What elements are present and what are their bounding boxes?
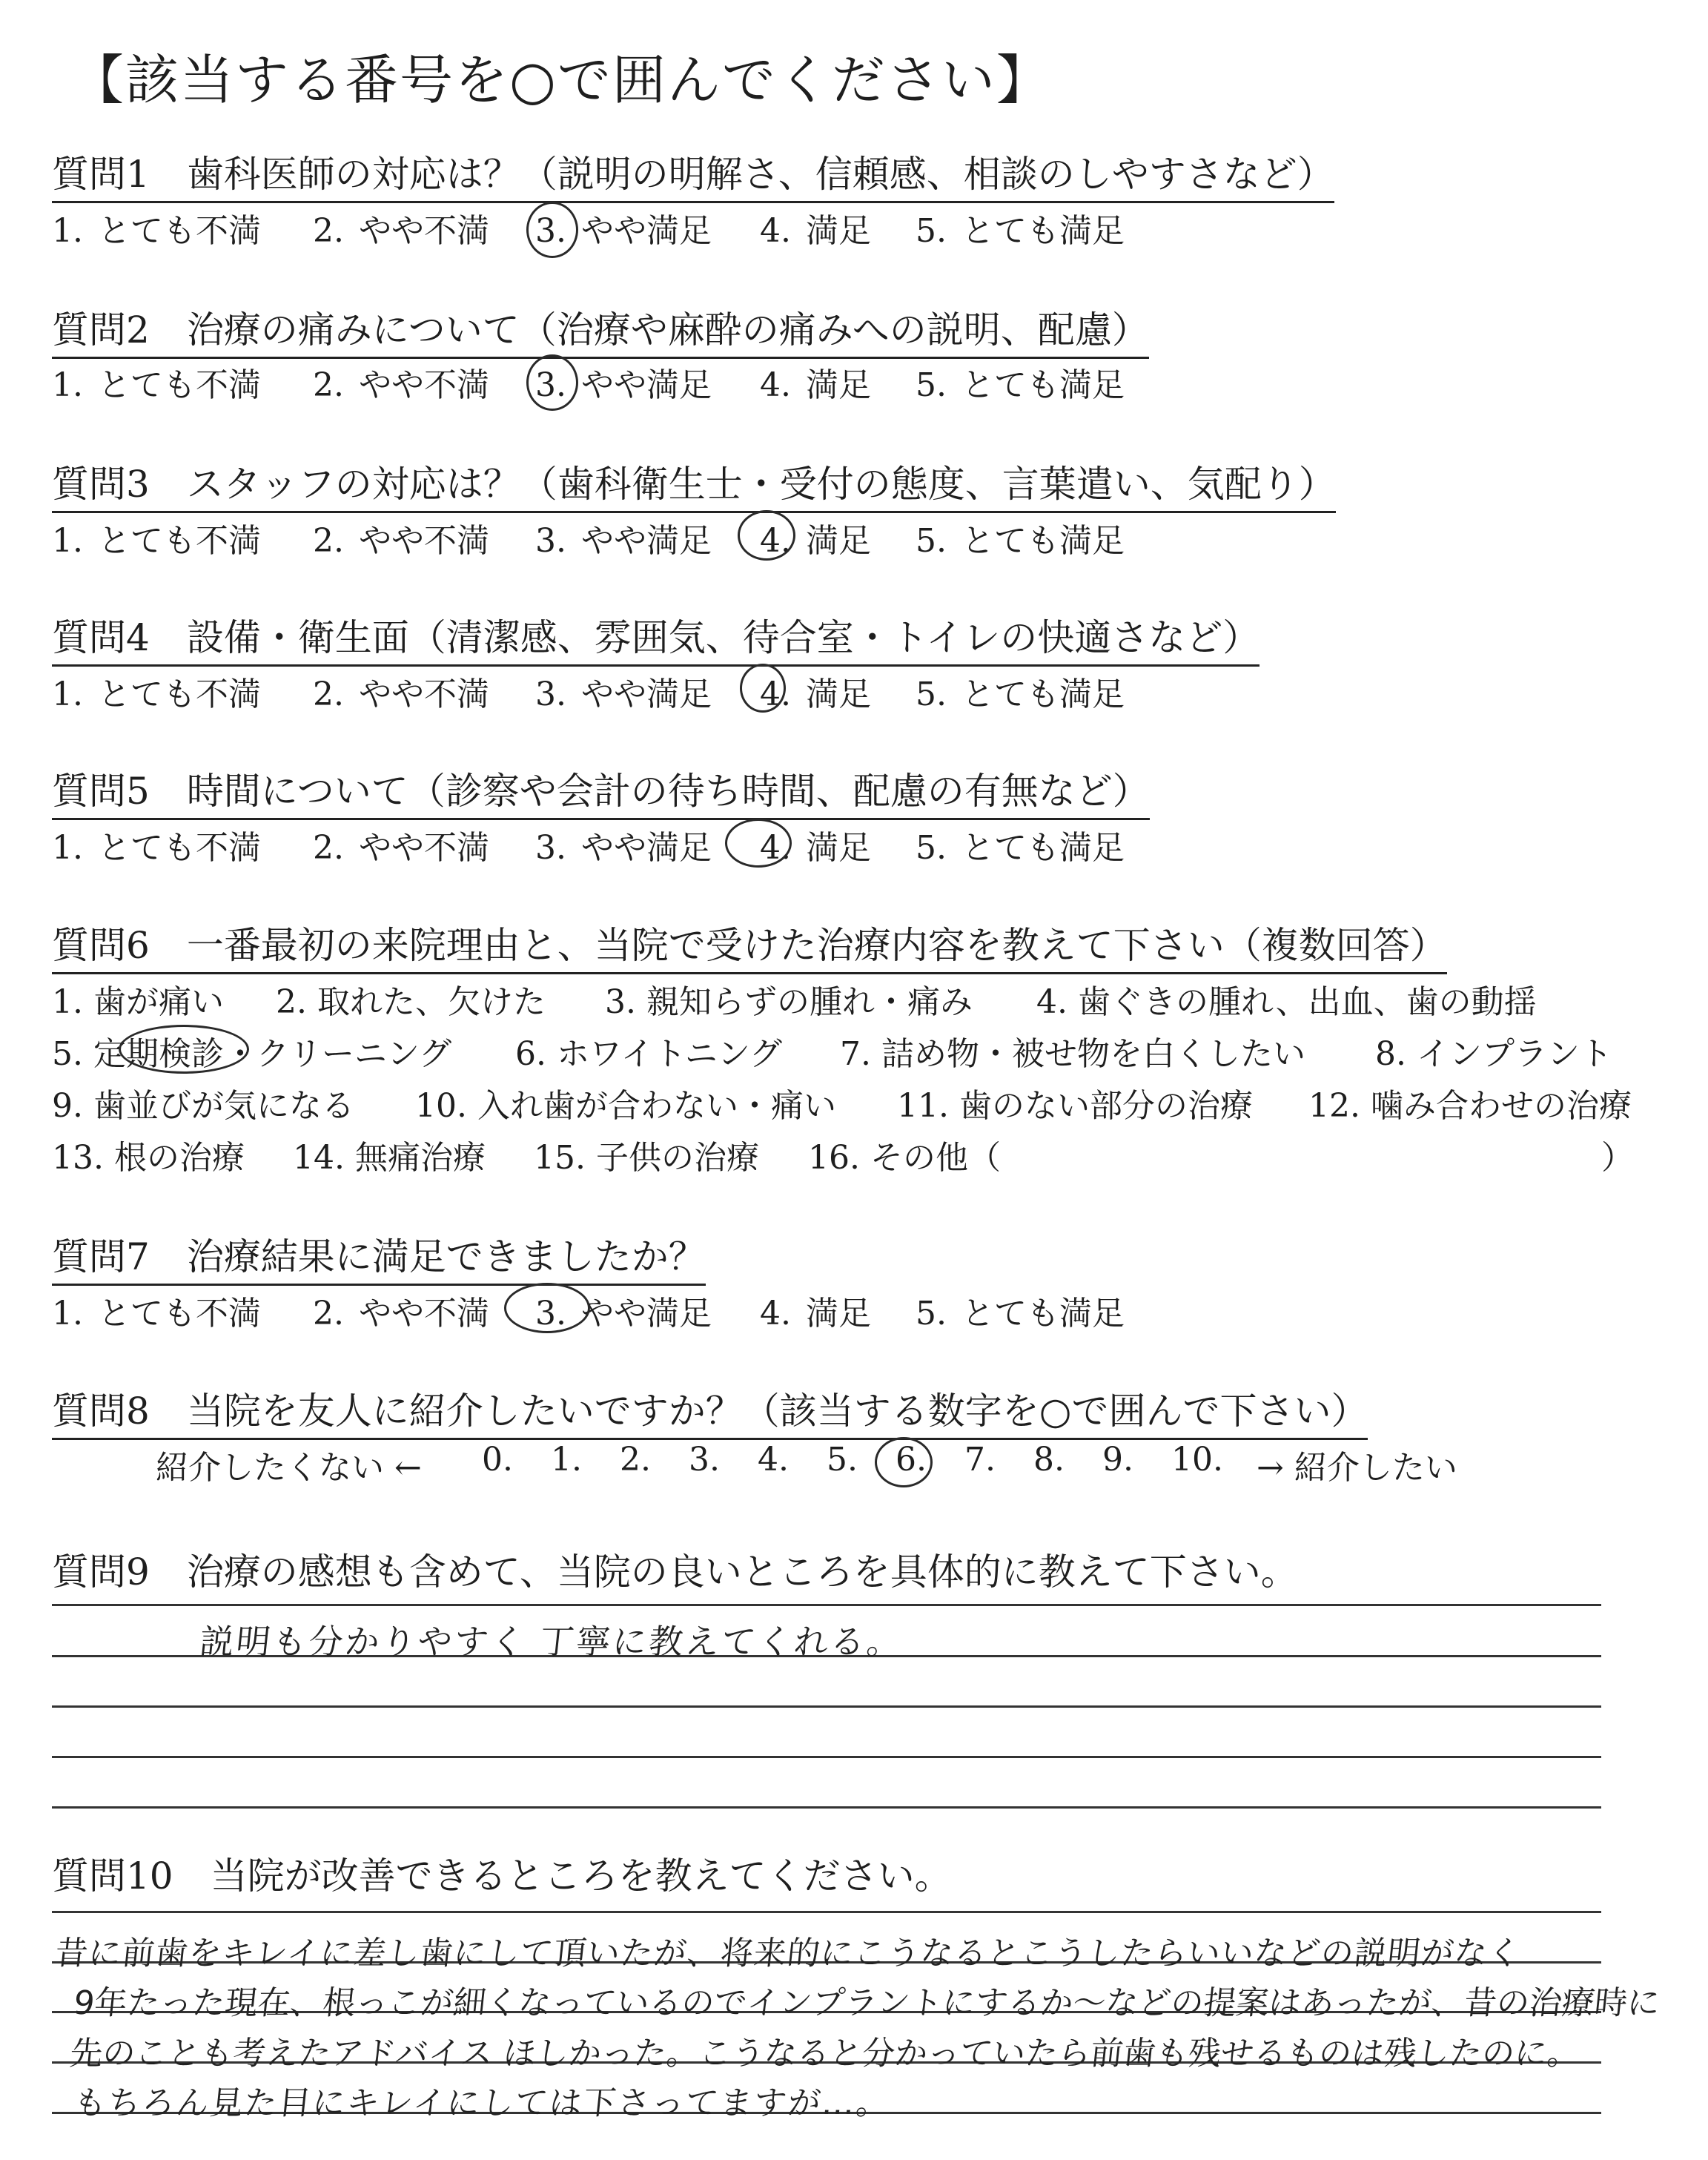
q8-left-label: 紹介したくない ← xyxy=(156,1449,422,1487)
q2-option-5[interactable]: 5. とても満足 xyxy=(916,366,1125,404)
q1-selected-circle xyxy=(526,202,578,258)
q2-option-4[interactable]: 4. 満足 xyxy=(760,366,871,404)
q6-selected-circle xyxy=(119,1025,249,1074)
q3-option-1[interactable]: 1. とても不満 xyxy=(52,522,261,560)
q10-answer-line-1 xyxy=(52,1911,1601,1913)
q3-option-3[interactable]: 3. やや満足 xyxy=(535,522,712,560)
question-1-header xyxy=(52,145,1334,203)
q8-right-label: → 紹介したい xyxy=(1257,1449,1457,1487)
q7-option-5[interactable]: 5. とても満足 xyxy=(916,1295,1125,1332)
q3-option-2[interactable]: 2. やや不満 xyxy=(313,522,489,560)
q10-handwritten-line-3: 先のことも考えたアドバイス ほしかった。こうなると分かっていたら前歯も残せるものは残したのに。 xyxy=(67,2035,1582,2073)
q2-option-2[interactable]: 2. やや不満 xyxy=(313,366,489,404)
q6-option-13[interactable]: 13. 根の治療 xyxy=(52,1139,245,1177)
q3-option-4[interactable]: 4. 満足 xyxy=(760,522,871,560)
q8-selected-circle xyxy=(875,1437,933,1487)
q4-option-1[interactable]: 1. とても不満 xyxy=(52,676,261,713)
question-6-header xyxy=(52,916,1447,974)
question-3-text: スタッフの対応は？（歯科衛生士・受付の態度、言葉遣い、気配り） xyxy=(186,463,1336,506)
q8-option-4[interactable]: 4. xyxy=(758,1441,789,1479)
q4-selected-circle xyxy=(740,664,786,713)
q8-option-2[interactable]: 2. xyxy=(620,1441,651,1479)
question-5-text: 時間について（診察や会計の待ち時間、配慮の有無など） xyxy=(186,770,1150,813)
question-10-label: 質問10 xyxy=(52,1855,173,1898)
q2-option-1[interactable]: 1. とても不満 xyxy=(52,366,261,404)
q9-answer-line-3 xyxy=(52,1705,1601,1708)
q4-option-2[interactable]: 2. やや不満 xyxy=(313,676,489,713)
question-2-header xyxy=(52,300,1149,359)
question-1-text: 歯科医師の対応は？（説明の明解さ、信頼感、相談のしやすさなど） xyxy=(186,153,1334,196)
q7-option-2[interactable]: 2. やや不満 xyxy=(313,1295,489,1332)
q4-option-3[interactable]: 3. やや満足 xyxy=(535,676,712,713)
question-7-text: 治療結果に満足できましたか？ xyxy=(186,1235,706,1278)
question-2-label: 質問2 xyxy=(52,308,150,351)
q8-option-9[interactable]: 9. xyxy=(1102,1441,1133,1479)
q6-option-4[interactable]: 4. 歯ぐきの腫れ、出血、歯の動揺 xyxy=(1036,983,1537,1021)
question-9-label: 質問9 xyxy=(52,1550,150,1593)
question-7-label: 質問7 xyxy=(52,1235,150,1278)
q9-answer-line-1 xyxy=(52,1604,1601,1606)
q5-option-2[interactable]: 2. やや不満 xyxy=(313,829,489,867)
q6-option-6[interactable]: 6. ホワイトニング xyxy=(515,1035,783,1073)
question-9-header xyxy=(52,1542,1298,1596)
q5-option-5[interactable]: 5. とても満足 xyxy=(916,829,1125,867)
question-3-header xyxy=(52,455,1336,513)
q6-option-16[interactable]: 16. その他（ xyxy=(808,1139,1001,1177)
q5-selected-circle xyxy=(725,819,792,868)
q6-option-2[interactable]: 2. 取れた、欠けた xyxy=(276,983,546,1021)
q4-option-4[interactable]: 4. 満足 xyxy=(760,676,871,713)
q6-option-3[interactable]: 3. 親知らずの腫れ・痛み xyxy=(605,983,973,1021)
q8-option-10[interactable]: 10. xyxy=(1171,1441,1223,1479)
q10-handwritten-line-2: 9年たった現在、根っこが細くなっているのでインプラントにするか〜などの提案はあったが、昔の治療時に xyxy=(71,1984,1662,2022)
q7-option-1[interactable]: 1. とても不満 xyxy=(52,1295,261,1332)
question-5-label: 質問5 xyxy=(52,770,150,813)
q8-option-5[interactable]: 5. xyxy=(827,1441,858,1479)
q10-handwritten-line-1: 昔に前歯をキレイに差し歯にして頂いたが、将来的にこうなるとこうしたらいいなどの説明がなく xyxy=(53,1935,1523,1972)
q6-option-12[interactable]: 12. 噛み合わせの治療 xyxy=(1308,1087,1632,1125)
page-title: 【該当する番号を○で囲んでください】 xyxy=(70,49,1051,111)
q3-option-5[interactable]: 5. とても満足 xyxy=(916,522,1125,560)
q9-answer-line-4 xyxy=(52,1756,1601,1758)
q9-answer-line-5 xyxy=(52,1806,1601,1809)
q2-selected-circle xyxy=(526,354,578,411)
question-6-label: 質問6 xyxy=(52,924,150,967)
q7-option-3[interactable]: 3. やや満足 xyxy=(535,1295,712,1332)
q6-option-9[interactable]: 9. 歯並びが気になる xyxy=(52,1087,354,1125)
q6-option-14[interactable]: 14. 無痛治療 xyxy=(293,1139,486,1177)
question-8-header xyxy=(52,1381,1368,1440)
q1-option-3[interactable]: 3. やや満足 xyxy=(535,212,712,250)
question-9-text: 治療の感想も含めて、当院の良いところを具体的に教えて下さい。 xyxy=(186,1550,1298,1593)
question-2-text: 治療の痛みについて（治療や麻酔の痛みへの説明、配慮） xyxy=(186,308,1149,351)
question-7-header xyxy=(52,1227,706,1286)
question-5-header xyxy=(52,762,1150,820)
q1-option-5[interactable]: 5. とても満足 xyxy=(916,212,1125,250)
q7-selected-circle xyxy=(504,1283,590,1333)
question-4-header xyxy=(52,608,1260,667)
q3-selected-circle xyxy=(738,510,795,561)
question-1-label: 質問1 xyxy=(52,153,150,196)
q5-option-3[interactable]: 3. やや満足 xyxy=(535,829,712,867)
q6-option-8[interactable]: 8. インプラント xyxy=(1375,1035,1612,1073)
question-10-text: 当院が改善できるところを教えてください。 xyxy=(210,1855,952,1898)
q6-option-7[interactable]: 7. 詰め物・被せ物を白くしたい xyxy=(840,1035,1305,1073)
q9-handwritten-answer: 説明も分かりやすく 丁寧に教えてくれる。 xyxy=(197,1622,906,1662)
q8-option-8[interactable]: 8. xyxy=(1033,1441,1065,1479)
q7-option-4[interactable]: 4. 満足 xyxy=(760,1295,871,1332)
question-4-label: 質問4 xyxy=(52,616,150,659)
question-3-label: 質問3 xyxy=(52,463,150,506)
q5-option-4[interactable]: 4. 満足 xyxy=(760,829,871,867)
question-8-text: 当院を友人に紹介したいですか？（該当する数字を○で囲んで下さい） xyxy=(186,1390,1368,1433)
q8-option-6[interactable]: 6. xyxy=(896,1441,927,1479)
question-4-text: 設備・衛生面（清潔感、雰囲気、待合室・トイレの快適さなど） xyxy=(186,616,1260,659)
q6-other-close-paren: ） xyxy=(1601,1139,1634,1177)
q5-option-1[interactable]: 1. とても不満 xyxy=(52,829,261,867)
q8-option-3[interactable]: 3. xyxy=(689,1441,720,1479)
q6-option-5[interactable]: 5. 定期検診・クリーニング xyxy=(52,1035,452,1073)
q6-option-15[interactable]: 15. 子供の治療 xyxy=(534,1139,759,1177)
q6-option-10[interactable]: 10. 入れ歯が合わない・痛い xyxy=(415,1087,836,1125)
q8-option-0[interactable]: 0. xyxy=(482,1441,513,1479)
q8-option-7[interactable]: 7. xyxy=(964,1441,996,1479)
q8-option-1[interactable]: 1. xyxy=(551,1441,582,1479)
q6-option-11[interactable]: 11. 歯のない部分の治療 xyxy=(897,1087,1253,1125)
q6-option-1[interactable]: 1. 歯が痛い xyxy=(52,983,224,1021)
question-8-label: 質問8 xyxy=(52,1390,150,1433)
question-6-text: 一番最初の来院理由と、当院で受けた治療内容を教えて下さい（複数回答） xyxy=(186,924,1447,967)
question-10-header xyxy=(52,1846,952,1900)
q1-option-2[interactable]: 2. やや不満 xyxy=(313,212,489,250)
q2-option-3[interactable]: 3. やや満足 xyxy=(535,366,712,404)
q10-handwritten-line-4: もちろん見た目にキレイにしては下さってますが…。 xyxy=(71,2084,893,2122)
q1-option-1[interactable]: 1. とても不満 xyxy=(52,212,261,250)
q1-option-4[interactable]: 4. 満足 xyxy=(760,212,871,250)
q4-option-5[interactable]: 5. とても満足 xyxy=(916,676,1125,713)
